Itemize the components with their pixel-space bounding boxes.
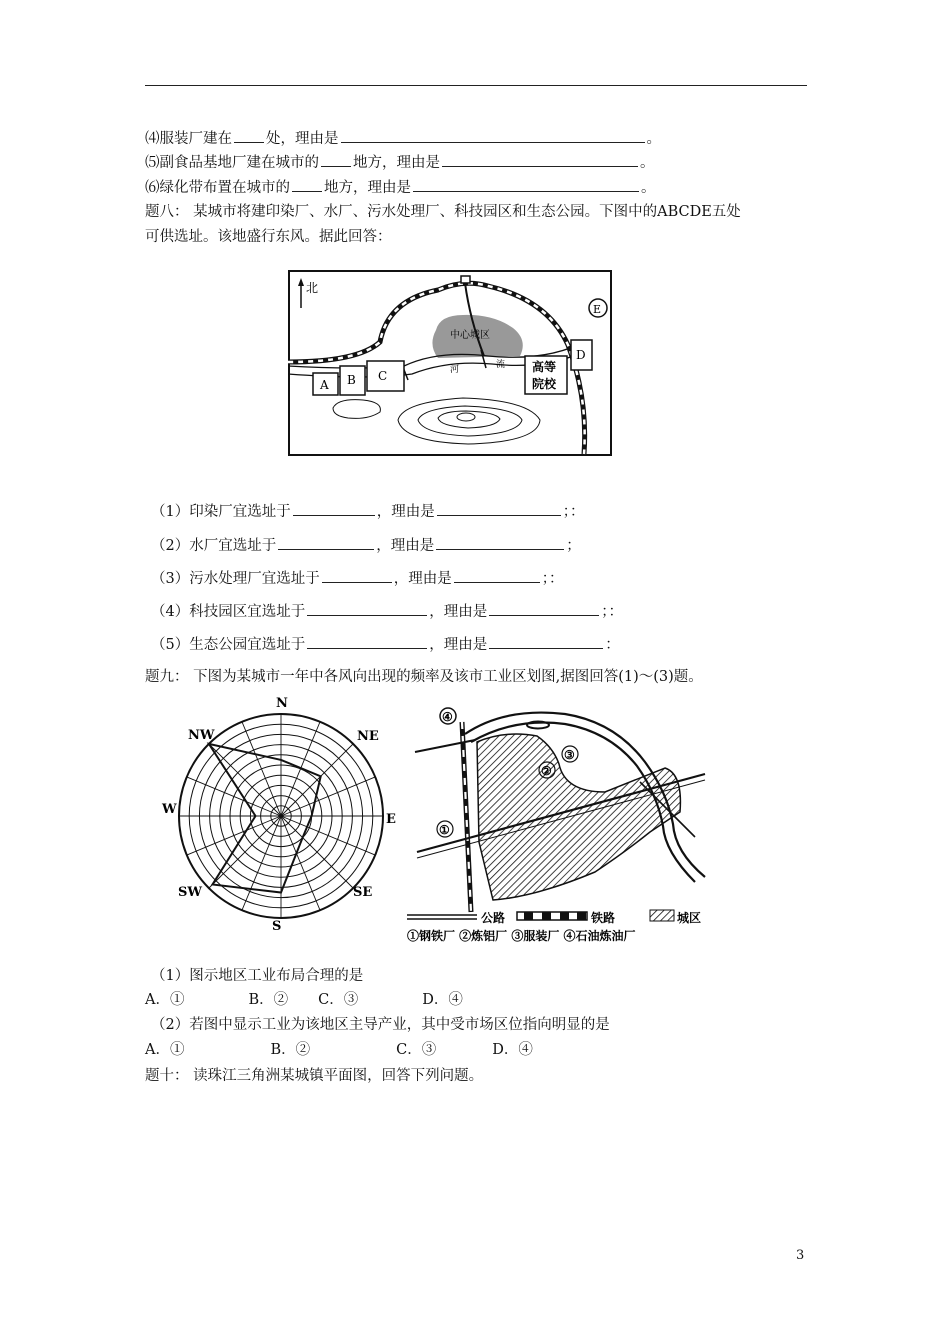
svg-text:C: C — [378, 369, 388, 383]
rose-label-se: SE — [353, 885, 373, 900]
opt-d: D．④ — [492, 1042, 533, 1058]
rose-label-w: W — [162, 802, 177, 817]
plan-label-1: ① — [439, 823, 450, 837]
opt-c: C．③ — [396, 1042, 437, 1058]
industrial-zoning-map — [405, 702, 721, 942]
q8-stem-2: 可供选址。该地盛行东风。据此回答： — [145, 229, 392, 245]
rose-label-sw: SW — [178, 885, 202, 900]
river-label-2: 流 — [496, 360, 506, 370]
svg-text:院校: 院校 — [532, 377, 557, 391]
q7-item-4: ⑷服装厂建在 处，理由是 。 — [145, 128, 661, 149]
opt-a: A．① — [145, 1042, 185, 1058]
svg-text:A: A — [320, 378, 329, 392]
opt-a: A．① — [145, 992, 185, 1008]
legend-road: 公路 — [481, 911, 506, 925]
q8-item-2: （2）水厂宜选址于 ，理由是 ； — [151, 535, 581, 556]
svg-text:B: B — [347, 373, 356, 387]
legend-factories: ①钢铁厂 ②炼铝厂 ③服装厂 ④石油炼油厂 — [407, 929, 636, 942]
q8-stem-1: 题八： 某城市将建印染厂、水厂、污水处理厂、科技园区和生态公园。下图中的ABCDE五处 — [145, 204, 741, 220]
rose-label-n: N — [276, 696, 288, 711]
svg-text:D: D — [576, 348, 586, 362]
q8-item-5: （5）生态公园宜选址于 ，理由是 ： — [151, 634, 620, 655]
opt-c: C．③ — [318, 992, 359, 1008]
legend-city: 城区 — [677, 911, 702, 925]
opt-b: B．② — [248, 992, 289, 1008]
plan-label-2: ② — [541, 764, 552, 778]
svg-text:E: E — [593, 303, 602, 316]
q7-item-5: ⑸副食品基地厂建在城市的 地方，理由是 。 — [145, 152, 655, 173]
q9-stem: 题九： 下图为某城市一年中各风向出现的频率及该市工业区划图,据图回答(1)～(3)题。 — [145, 669, 703, 685]
svg-text:高等: 高等 — [532, 360, 557, 374]
q7-item-6: ⑹绿化带布置在城市的 地方，理由是 。 — [145, 177, 656, 198]
legend-rail: 铁路 — [591, 911, 616, 925]
q8-item-1: （1）印染厂宜选址于 ，理由是 ；： — [151, 501, 584, 522]
river-label-1: 河 — [450, 365, 460, 375]
opt-d: D．④ — [422, 992, 463, 1008]
header-rule — [145, 85, 807, 86]
road-upper — [415, 740, 475, 752]
q9-sub-1: （1）图示地区工业布局合理的是 — [151, 968, 364, 984]
q8-item-3: （3）污水处理厂宜选址于 ，理由是 ；： — [151, 568, 563, 589]
plan-label-4: ④ — [442, 710, 453, 724]
opt-b: B．② — [270, 1042, 311, 1058]
central-city-label: 中心城区 — [450, 330, 490, 341]
q10-stem: 题十： 读珠江三角洲某城镇平面图，回答下列问题。 — [145, 1068, 484, 1084]
wind-rose — [158, 692, 408, 940]
rose-label-ne: NE — [357, 729, 379, 744]
rose-label-e: E — [386, 812, 396, 827]
rose-label-s: S — [272, 919, 282, 934]
q9-sub-2: （2）若图中显示工业为该地区主导产业，其中受市场区位指向明显的是 — [151, 1017, 610, 1033]
rose-label-nw: NW — [188, 728, 215, 743]
north-label: 北 — [306, 281, 319, 295]
q9-options-2 — [145, 1040, 533, 1060]
q8-item-4: （4）科技园区宜选址于 ，理由是 ；： — [151, 601, 623, 622]
page-number: 3 — [796, 1248, 805, 1263]
plan-label-3: ③ — [564, 748, 575, 762]
q9-options-1 — [145, 990, 463, 1010]
q8-city-map — [288, 270, 612, 456]
city-area — [477, 734, 680, 900]
